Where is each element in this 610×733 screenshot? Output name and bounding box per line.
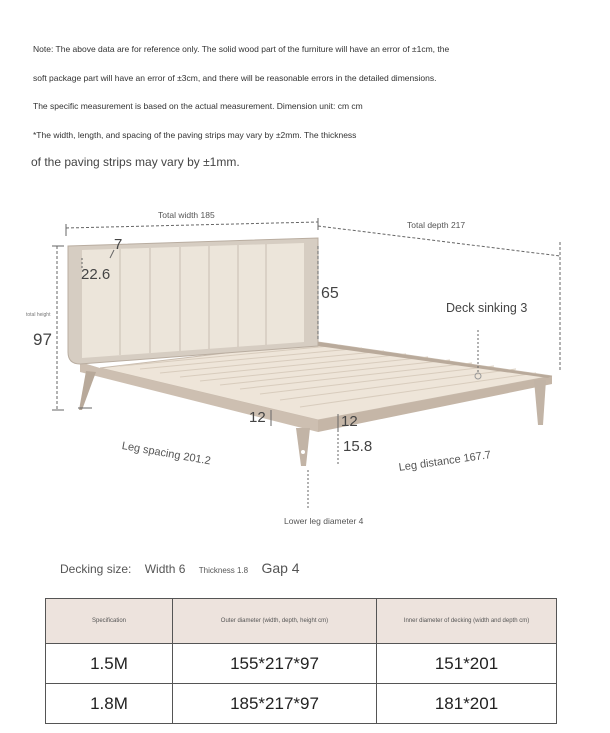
leg-spacing-label: Leg spacing 201.2 [120, 440, 212, 468]
note-line-2: soft package part will have an error of ±3cm, and there will be reasonable errors in the detailed dimensions. [33, 73, 437, 83]
decking-thickness: Thickness 1.8 [198, 566, 249, 575]
total-depth-label: Total depth 217 [407, 220, 466, 230]
total-height-value: 97 [33, 330, 52, 349]
table-row [46, 644, 557, 684]
decking-size-label: Decking size: [60, 562, 132, 576]
note-line-3: The specific measurement is based on the actual measurement. Dimension unit: cm cm [33, 101, 363, 111]
deck-sinking-label: Deck sinking 3 [446, 301, 528, 315]
table-cell-spec: 1.5M [46, 644, 173, 684]
table-header-row [46, 599, 557, 644]
spec-table [45, 598, 557, 724]
table-cell-spec: 1.8M [46, 684, 173, 724]
total-height-caption: total height [26, 312, 51, 318]
leg-distance-label: Leg distance 167.7 [398, 449, 492, 474]
table-cell-outer: 185*217*97 [173, 684, 377, 724]
table-row [46, 684, 557, 724]
side-7-label: 7 [114, 236, 123, 253]
side-leg-12-label: 12 [341, 413, 358, 430]
total-width-label: Total width 185 [158, 210, 215, 220]
decking-gap: Gap 4 [261, 560, 300, 576]
note-line-4: *The width, length, and spacing of the paving strips may vary by ±2mm. The thickness [33, 130, 357, 140]
header-inner-diameter: Inner diameter of decking (width and depth cm) [377, 599, 557, 644]
table-cell-outer: 155*217*97 [173, 644, 377, 684]
table-cell-inner: 181*201 [377, 684, 557, 724]
front-leg-12-label: 12 [249, 409, 266, 426]
decking-size-row [60, 560, 310, 576]
table-cell-inner: 151*201 [377, 644, 557, 684]
note-line-1: Note: The above data are for reference only. The solid wood part of the furniture will have an error of ±1cm, the [33, 44, 450, 54]
side-22-6-label: 22.6 [81, 266, 111, 283]
lower-leg-diameter-label: Lower leg diameter 4 [284, 516, 364, 526]
header-outer-diameter: Outer diameter (width, depth, height cm) [173, 599, 377, 644]
note-line-5: of the paving strips may vary by ±1mm. [31, 155, 240, 169]
leg-15-8-label: 15.8 [343, 438, 373, 455]
headboard-height-label: 65 [321, 285, 339, 302]
decking-width: Width 6 [144, 562, 186, 576]
bed-illustration [0, 200, 610, 540]
header-specification: Specification [46, 599, 173, 644]
bed-dimension-diagram [0, 200, 610, 540]
